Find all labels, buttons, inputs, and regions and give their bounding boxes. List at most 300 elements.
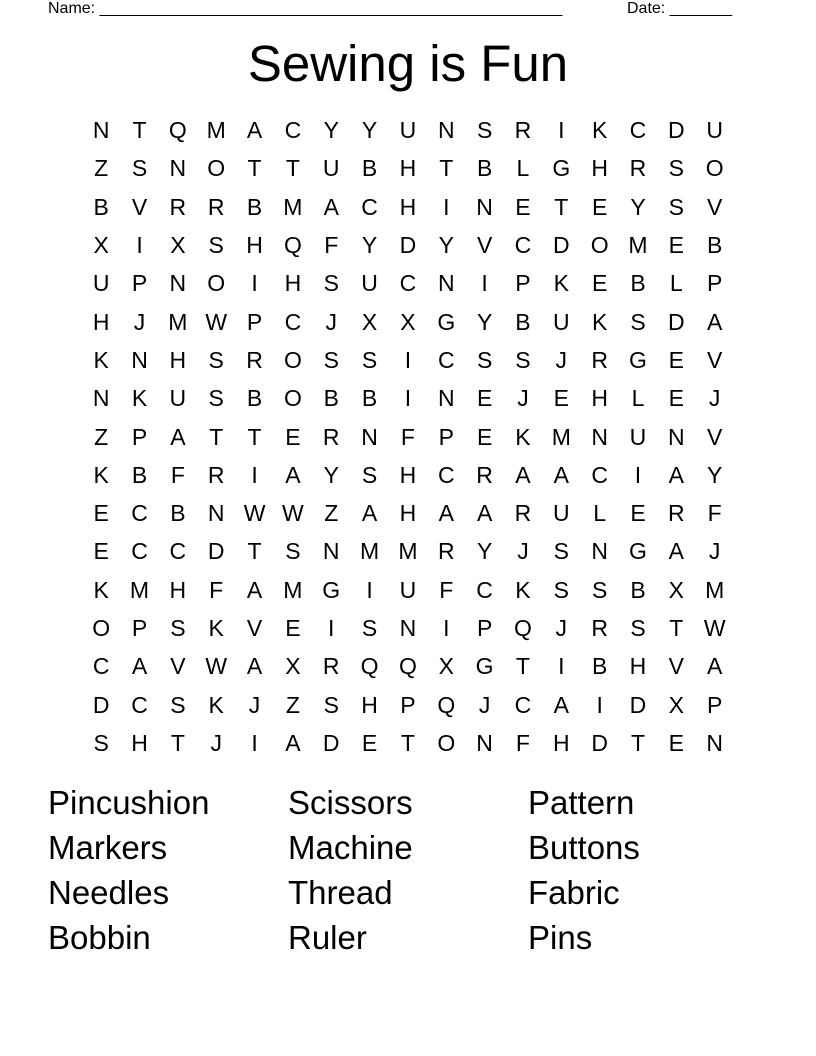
grid-cell[interactable]: H: [591, 385, 608, 412]
grid-cell[interactable]: P: [476, 615, 493, 641]
grid-cell[interactable]: H: [284, 270, 302, 297]
grid-cell[interactable]: P: [707, 691, 723, 718]
grid-cell[interactable]: G: [629, 538, 647, 565]
grid-cell[interactable]: N: [591, 538, 608, 565]
grid-cell[interactable]: N: [322, 538, 340, 565]
grid-cell[interactable]: T: [515, 653, 530, 680]
grid-cell[interactable]: O: [283, 385, 302, 412]
grid-cell[interactable]: N: [131, 346, 148, 373]
grid-cell[interactable]: J: [708, 538, 721, 565]
grid-cell[interactable]: C: [131, 691, 148, 718]
grid-cell[interactable]: D: [668, 308, 685, 335]
grid-cell[interactable]: C: [437, 346, 455, 373]
grid-cell[interactable]: Q: [168, 117, 187, 144]
grid-cell[interactable]: S: [668, 155, 684, 182]
grid-cell[interactable]: B: [246, 385, 263, 412]
grid-cell[interactable]: R: [322, 423, 340, 450]
grid-cell[interactable]: S: [323, 346, 339, 373]
grid-cell[interactable]: X: [668, 691, 684, 718]
grid-cell[interactable]: F: [324, 232, 339, 259]
grid-cell[interactable]: C: [629, 117, 647, 144]
grid-cell[interactable]: S: [361, 615, 378, 641]
grid-cell[interactable]: J: [517, 385, 529, 412]
grid-cell[interactable]: H: [629, 653, 647, 680]
grid-cell[interactable]: E: [476, 385, 493, 412]
grid-cell[interactable]: E: [553, 385, 569, 412]
grid-cell[interactable]: A: [553, 691, 569, 718]
grid-cell[interactable]: X: [361, 308, 378, 335]
grid-cell[interactable]: B: [93, 193, 109, 220]
grid-cell[interactable]: A: [515, 461, 531, 488]
grid-cell[interactable]: R: [246, 346, 263, 373]
word-list-item: Pins: [528, 919, 593, 956]
grid-cell[interactable]: V: [707, 346, 723, 373]
grid-cell[interactable]: S: [170, 691, 186, 718]
grid-cell[interactable]: P: [707, 270, 723, 297]
grid-row: [82, 417, 734, 455]
grid-row: [82, 571, 734, 609]
grid-cell[interactable]: Y: [361, 232, 378, 259]
grid-cell[interactable]: B: [131, 461, 148, 488]
grid-cell[interactable]: Z: [324, 500, 339, 527]
grid-cell[interactable]: E: [361, 729, 378, 756]
grid-cell[interactable]: E: [591, 193, 608, 220]
grid-cell[interactable]: O: [590, 232, 609, 259]
grid-cell[interactable]: Q: [437, 691, 456, 718]
grid-cell[interactable]: L: [593, 500, 607, 527]
grid-cell[interactable]: C: [131, 500, 148, 527]
grid-cell[interactable]: A: [707, 308, 723, 335]
grid-cell[interactable]: H: [399, 500, 417, 527]
grid-cell[interactable]: V: [246, 615, 263, 641]
grid-cell[interactable]: E: [668, 385, 684, 412]
grid-cell[interactable]: I: [404, 346, 412, 373]
grid-row: [82, 724, 734, 762]
grid-cell[interactable]: I: [404, 385, 412, 412]
grid-cell[interactable]: B: [707, 232, 723, 259]
grid-cell[interactable]: F: [170, 461, 185, 488]
grid-cell[interactable]: N: [361, 423, 378, 450]
grid-cell[interactable]: T: [247, 538, 262, 565]
grid-cell[interactable]: B: [170, 500, 186, 527]
grid-cell[interactable]: C: [514, 232, 532, 259]
grid-cell[interactable]: F: [439, 576, 454, 603]
grid-cell[interactable]: W: [282, 500, 304, 527]
grid-cell[interactable]: Z: [94, 155, 109, 182]
grid-cell[interactable]: I: [596, 691, 603, 718]
grid-cell[interactable]: O: [207, 270, 226, 297]
grid-cell[interactable]: D: [591, 729, 608, 756]
grid-cell[interactable]: M: [551, 423, 571, 450]
grid-cell[interactable]: B: [515, 308, 531, 335]
grid-cell[interactable]: K: [208, 615, 224, 641]
grid-cell[interactable]: P: [515, 270, 531, 297]
grid-cell[interactable]: G: [629, 346, 647, 373]
grid-cell[interactable]: G: [322, 576, 341, 603]
grid-cell[interactable]: G: [437, 308, 456, 335]
grid-cell[interactable]: J: [517, 538, 529, 565]
grid-cell[interactable]: N: [476, 729, 493, 756]
grid-cell[interactable]: L: [669, 270, 683, 297]
grid-cell[interactable]: U: [399, 117, 417, 144]
grid-cell[interactable]: H: [399, 461, 417, 488]
grid-cell[interactable]: A: [361, 500, 378, 527]
grid-cell[interactable]: R: [322, 653, 340, 680]
grid-cell[interactable]: K: [591, 308, 608, 335]
grid-cell[interactable]: D: [552, 232, 570, 259]
grid-cell[interactable]: S: [208, 385, 224, 412]
grid-cell[interactable]: N: [399, 615, 417, 641]
grid-cell[interactable]: Y: [476, 538, 493, 565]
grid-cell[interactable]: J: [248, 691, 261, 718]
grid-cell[interactable]: N: [706, 729, 723, 756]
grid-cell[interactable]: W: [205, 653, 228, 680]
grid-cell[interactable]: R: [169, 193, 187, 220]
grid-cell[interactable]: T: [247, 155, 262, 182]
grid-cell[interactable]: R: [207, 461, 225, 488]
grid-row: [82, 379, 734, 417]
grid-cell[interactable]: A: [246, 576, 263, 603]
grid-cell[interactable]: N: [207, 500, 225, 527]
grid-cell[interactable]: B: [246, 193, 263, 220]
grid-cell[interactable]: E: [630, 500, 646, 527]
grid-cell[interactable]: E: [93, 538, 109, 565]
grid-cell[interactable]: I: [251, 461, 258, 488]
grid-cell[interactable]: S: [668, 193, 684, 220]
grid-cell[interactable]: A: [285, 461, 301, 488]
grid-cell[interactable]: P: [131, 270, 148, 297]
grid-cell[interactable]: X: [438, 653, 454, 680]
grid-cell[interactable]: A: [553, 461, 569, 488]
grid-cell[interactable]: J: [555, 615, 568, 641]
grid-cell[interactable]: S: [476, 117, 493, 144]
grid-cell[interactable]: Y: [323, 117, 339, 144]
grid-cell[interactable]: S: [208, 232, 224, 259]
grid-cell[interactable]: A: [246, 653, 263, 680]
grid-cell[interactable]: E: [285, 423, 301, 450]
grid-cell[interactable]: J: [210, 729, 222, 756]
grid-cell[interactable]: T: [170, 729, 185, 756]
grid-cell[interactable]: S: [93, 729, 109, 756]
grid-cell[interactable]: P: [131, 615, 148, 641]
grid-cell[interactable]: U: [629, 423, 647, 450]
grid-cell[interactable]: N: [437, 385, 455, 412]
grid-cell[interactable]: M: [398, 538, 418, 565]
grid-cell[interactable]: K: [131, 385, 148, 412]
grid-cell[interactable]: G: [552, 155, 571, 182]
grid-cell[interactable]: D: [207, 538, 225, 565]
grid-cell[interactable]: L: [631, 385, 645, 412]
grid-cell[interactable]: I: [558, 117, 565, 144]
grid-cell[interactable]: U: [552, 500, 570, 527]
grid-cell[interactable]: L: [516, 155, 530, 182]
grid-cell[interactable]: Y: [438, 232, 454, 259]
grid-cell[interactable]: S: [208, 346, 224, 373]
grid-row: [82, 264, 734, 302]
grid-cell[interactable]: V: [668, 653, 684, 680]
grid-cell[interactable]: O: [705, 155, 724, 182]
grid-cell[interactable]: K: [93, 576, 109, 603]
grid-cell[interactable]: U: [361, 270, 378, 297]
grid-cell[interactable]: C: [514, 691, 532, 718]
grid-cell[interactable]: H: [246, 232, 263, 259]
grid-cell[interactable]: T: [669, 615, 684, 641]
grid-cell[interactable]: C: [131, 538, 148, 565]
grid-cell[interactable]: P: [246, 308, 263, 335]
grid-cell[interactable]: U: [399, 576, 417, 603]
word-list-item: Buttons: [528, 829, 640, 866]
grid-cell[interactable]: N: [92, 117, 110, 144]
grid-cell[interactable]: H: [591, 155, 608, 182]
grid-cell[interactable]: J: [708, 385, 721, 412]
grid-cell[interactable]: X: [668, 576, 684, 603]
grid-cell[interactable]: B: [630, 270, 646, 297]
grid-cell[interactable]: E: [93, 500, 109, 527]
grid-cell[interactable]: A: [438, 500, 454, 527]
word-list-item: Thread: [288, 874, 393, 911]
grid-cell[interactable]: B: [591, 653, 608, 680]
grid-cell[interactable]: M: [628, 232, 648, 259]
grid-cell[interactable]: R: [514, 117, 532, 144]
grid-cell[interactable]: R: [437, 538, 455, 565]
grid-cell[interactable]: C: [284, 308, 302, 335]
grid-cell[interactable]: F: [400, 423, 415, 450]
grid-cell[interactable]: B: [476, 155, 493, 182]
grid-cell[interactable]: T: [439, 155, 454, 182]
grid-cell[interactable]: T: [285, 155, 300, 182]
grid-cell[interactable]: W: [205, 308, 228, 335]
grid-cell[interactable]: P: [131, 423, 148, 450]
grid-cell[interactable]: E: [668, 346, 684, 373]
grid-cell[interactable]: Y: [323, 461, 339, 488]
grid-cell[interactable]: H: [92, 308, 110, 335]
grid-cell[interactable]: I: [481, 270, 488, 297]
grid-cell[interactable]: S: [630, 308, 646, 335]
grid-cell[interactable]: R: [668, 500, 685, 527]
grid-cell[interactable]: W: [703, 615, 726, 641]
grid-cell[interactable]: Z: [94, 423, 109, 450]
grid-cell[interactable]: T: [400, 729, 415, 756]
grid-cell[interactable]: R: [207, 193, 225, 220]
grid-cell[interactable]: K: [208, 691, 224, 718]
grid-cell[interactable]: A: [707, 653, 723, 680]
grid-cell[interactable]: U: [169, 385, 187, 412]
grid-cell[interactable]: S: [170, 615, 186, 641]
grid-cell[interactable]: C: [591, 461, 608, 488]
grid-cell[interactable]: H: [361, 691, 378, 718]
grid-cell[interactable]: A: [668, 461, 684, 488]
grid-cell[interactable]: Q: [398, 653, 417, 680]
grid-cell[interactable]: U: [552, 308, 570, 335]
grid-cell[interactable]: D: [399, 232, 417, 259]
grid-cell[interactable]: K: [515, 423, 531, 450]
grid-cell[interactable]: S: [361, 461, 378, 488]
grid-cell[interactable]: H: [131, 729, 148, 756]
word-list-item: Needles: [48, 874, 170, 911]
grid-cell[interactable]: T: [209, 423, 224, 450]
grid-cell[interactable]: R: [591, 346, 608, 373]
grid-cell[interactable]: G: [475, 653, 494, 680]
grid-cell[interactable]: K: [553, 270, 569, 297]
grid-cell[interactable]: Y: [476, 308, 493, 335]
grid-cell[interactable]: M: [168, 308, 188, 335]
grid-cell[interactable]: N: [169, 155, 187, 182]
grid-cell[interactable]: B: [323, 385, 339, 412]
grid-cell[interactable]: S: [476, 346, 493, 373]
grid-cell[interactable]: D: [668, 117, 685, 144]
grid-cell[interactable]: F: [515, 729, 530, 756]
grid-cell[interactable]: S: [131, 155, 148, 182]
grid-cell[interactable]: A: [285, 729, 301, 756]
grid-cell[interactable]: Q: [360, 653, 379, 680]
grid-cell[interactable]: A: [246, 117, 263, 144]
grid-cell[interactable]: S: [553, 576, 569, 603]
grid-cell[interactable]: M: [283, 576, 303, 603]
grid-cell[interactable]: C: [399, 270, 417, 297]
grid-cell[interactable]: J: [325, 308, 337, 335]
grid-cell[interactable]: Q: [283, 232, 302, 259]
grid-cell[interactable]: X: [93, 232, 109, 259]
grid-cell[interactable]: V: [170, 653, 186, 680]
grid-cell[interactable]: E: [515, 193, 531, 220]
grid-cell[interactable]: X: [285, 653, 301, 680]
grid-cell[interactable]: M: [129, 576, 150, 603]
grid-cell[interactable]: R: [514, 500, 532, 527]
grid-cell[interactable]: H: [169, 576, 187, 603]
grid-cell[interactable]: A: [131, 653, 148, 680]
grid-cell[interactable]: J: [555, 346, 568, 373]
grid-cell[interactable]: C: [92, 653, 110, 680]
grid-cell[interactable]: H: [552, 729, 570, 756]
grid-cell[interactable]: K: [515, 576, 531, 603]
grid-cell[interactable]: C: [437, 461, 455, 488]
grid-cell[interactable]: X: [400, 308, 416, 335]
grid-cell[interactable]: E: [591, 270, 608, 297]
grid-cell[interactable]: V: [707, 193, 723, 220]
grid-cell[interactable]: U: [706, 117, 723, 144]
grid-cell[interactable]: A: [323, 193, 339, 220]
grid-cell[interactable]: A: [668, 538, 684, 565]
grid-cell[interactable]: T: [630, 729, 646, 756]
grid-cell[interactable]: Y: [361, 117, 378, 144]
grid-cell[interactable]: T: [247, 423, 262, 450]
grid-cell[interactable]: S: [285, 538, 301, 565]
grid-cell[interactable]: S: [361, 346, 378, 373]
grid-cell[interactable]: K: [93, 346, 109, 373]
grid-cell[interactable]: B: [361, 155, 378, 182]
grid-cell[interactable]: D: [322, 729, 340, 756]
grid-cell[interactable]: U: [322, 155, 340, 182]
grid-cell[interactable]: P: [438, 423, 454, 450]
grid-cell[interactable]: O: [92, 615, 111, 641]
grid-cell[interactable]: N: [92, 385, 110, 412]
grid-cell[interactable]: W: [243, 500, 266, 527]
grid-cell[interactable]: J: [133, 308, 146, 335]
grid-cell[interactable]: B: [361, 385, 378, 412]
grid-cell[interactable]: M: [283, 193, 303, 220]
grid-cell[interactable]: A: [170, 423, 186, 450]
grid-cell[interactable]: K: [93, 461, 109, 488]
grid-cell[interactable]: E: [668, 232, 684, 259]
grid-cell[interactable]: N: [476, 193, 493, 220]
grid-cell[interactable]: R: [591, 615, 608, 641]
grid-cell[interactable]: S: [630, 615, 646, 641]
grid-cell[interactable]: I: [136, 232, 143, 259]
grid-cell[interactable]: H: [169, 346, 187, 373]
grid-cell[interactable]: H: [399, 193, 417, 220]
grid-cell[interactable]: A: [476, 500, 493, 527]
grid-cell[interactable]: I: [251, 270, 258, 297]
grid-cell[interactable]: V: [131, 193, 148, 220]
grid-cell[interactable]: U: [92, 270, 110, 297]
grid-cell[interactable]: I: [328, 615, 335, 641]
grid-cell[interactable]: H: [399, 155, 417, 182]
grid-cell[interactable]: O: [437, 729, 456, 756]
grid-cell[interactable]: R: [629, 155, 647, 182]
grid-cell[interactable]: K: [591, 117, 608, 144]
grid-cell[interactable]: S: [323, 691, 339, 718]
grid-cell[interactable]: I: [366, 576, 373, 603]
grid-cell[interactable]: E: [476, 423, 493, 450]
grid-cell[interactable]: I: [251, 729, 258, 756]
grid-cell[interactable]: T: [132, 117, 147, 144]
grid-cell[interactable]: D: [629, 691, 647, 718]
grid-cell[interactable]: I: [443, 615, 450, 641]
grid-cell[interactable]: N: [591, 423, 608, 450]
grid-cell[interactable]: I: [443, 193, 450, 220]
grid-cell[interactable]: E: [668, 729, 684, 756]
grid-cell[interactable]: S: [553, 538, 569, 565]
grid-cell[interactable]: M: [359, 538, 380, 565]
grid-cell[interactable]: M: [705, 576, 725, 603]
grid-cell[interactable]: T: [554, 193, 569, 220]
grid-cell[interactable]: J: [478, 691, 491, 718]
grid-cell[interactable]: N: [169, 270, 187, 297]
grid-cell[interactable]: S: [323, 270, 339, 297]
grid-cell[interactable]: R: [476, 461, 493, 488]
grid-cell[interactable]: E: [285, 615, 301, 641]
grid-cell[interactable]: O: [207, 155, 226, 182]
grid-cell[interactable]: F: [209, 576, 224, 603]
grid-cell[interactable]: D: [92, 691, 110, 718]
grid-cell[interactable]: N: [437, 117, 455, 144]
grid-cell[interactable]: Q: [514, 615, 532, 641]
grid-cell[interactable]: X: [170, 232, 186, 259]
grid-cell[interactable]: Y: [707, 461, 723, 488]
grid-cell[interactable]: B: [630, 576, 646, 603]
grid-cell[interactable]: C: [361, 193, 378, 220]
grid-cell[interactable]: N: [668, 423, 685, 450]
grid-cell[interactable]: N: [437, 270, 455, 297]
letter-grid: [82, 111, 734, 762]
grid-cell[interactable]: Z: [285, 691, 300, 718]
grid-cell[interactable]: S: [591, 576, 608, 603]
grid-cell[interactable]: C: [284, 117, 302, 144]
grid-cell[interactable]: V: [476, 232, 493, 259]
grid-cell[interactable]: M: [206, 117, 226, 144]
grid-cell[interactable]: C: [169, 538, 187, 565]
grid-cell[interactable]: F: [707, 500, 722, 527]
grid-cell[interactable]: V: [707, 423, 723, 450]
grid-cell[interactable]: P: [400, 691, 416, 718]
grid-cell[interactable]: I: [558, 653, 565, 680]
grid-cell[interactable]: Y: [630, 193, 646, 220]
word-list: [48, 780, 768, 960]
grid-cell[interactable]: C: [476, 576, 493, 603]
grid-cell[interactable]: I: [634, 461, 642, 488]
grid-cell[interactable]: O: [283, 346, 302, 373]
grid-cell[interactable]: S: [515, 346, 531, 373]
